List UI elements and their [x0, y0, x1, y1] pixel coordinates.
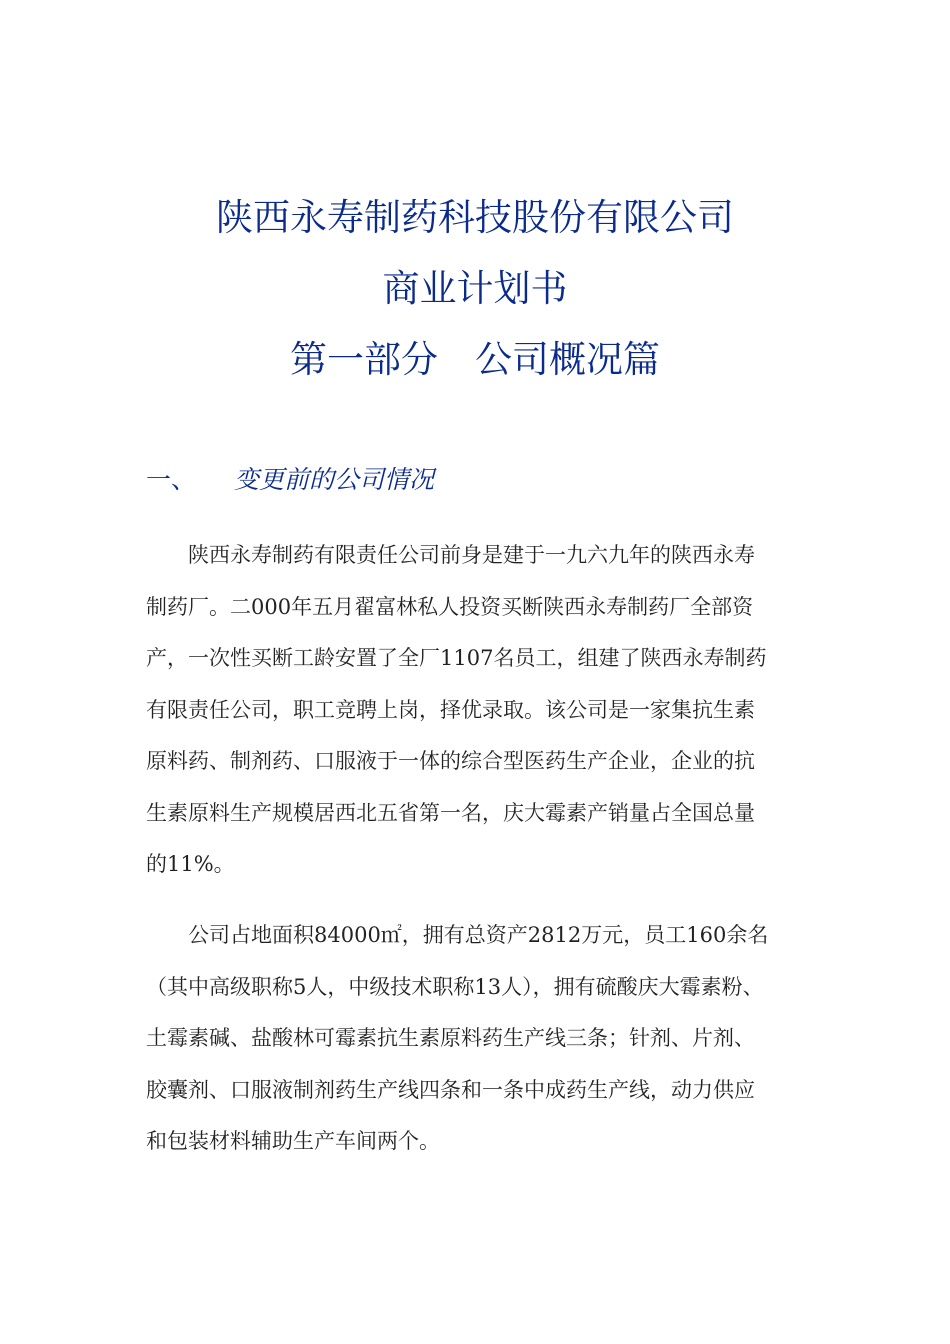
paragraph-line: 有限责任公司，职工竞聘上岗，择优录取。该公司是一家集抗生素 — [146, 697, 755, 722]
paragraph-line: 原料药、制剂药、口服液于一体的综合型医药生产企业，企业的抗 — [146, 749, 755, 773]
paragraph-line: 公司占地面积84000㎡，拥有总资产2812万元，员工160余名 — [188, 923, 769, 947]
paragraph-line: 生素原料生产规模居西北五省第一名，庆大霉素产销量占全国总量 — [146, 800, 755, 825]
paragraph-company-history — [146, 530, 826, 891]
paragraph-line: 制药厂。二000年五月翟富林私人投资买断陕西永寿制药厂全部资 — [146, 594, 754, 619]
paragraph-company-assets — [146, 910, 826, 1168]
part-title: 第一部分 公司概况篇 — [290, 338, 660, 381]
paragraph-line: 陕西永寿制药有限责任公司前身是建于一九六九年的陕西永寿 — [188, 543, 755, 567]
section-number: 一、 — [146, 465, 197, 494]
paragraph-line: 胶囊剂、口服液制剂药生产线四条和一条中成药生产线，动力供应 — [146, 1077, 755, 1102]
section-heading-text: 变更前的公司情况 — [234, 465, 435, 494]
company-name-title: 陕西永寿制药科技股份有限公司 — [216, 196, 734, 239]
paragraph-line: 和包装材料辅助生产车间两个。 — [146, 1129, 440, 1153]
paragraph-line: 的11%。 — [146, 852, 235, 876]
document-type-title: 商业计划书 — [382, 267, 568, 310]
section-heading — [146, 460, 434, 500]
paragraph-line: （其中高级职称5人，中级技术职称13人），拥有硫酸庆大霉素粉、 — [146, 974, 764, 999]
paragraph-line: 土霉素碱、盐酸林可霉素抗生素原料药生产线三条；针剂、片剂、 — [146, 1026, 755, 1050]
title-block — [0, 182, 950, 395]
paragraph-line: 产，一次性买断工龄安置了全厂1107名员工，组建了陕西永寿制药 — [146, 646, 767, 670]
